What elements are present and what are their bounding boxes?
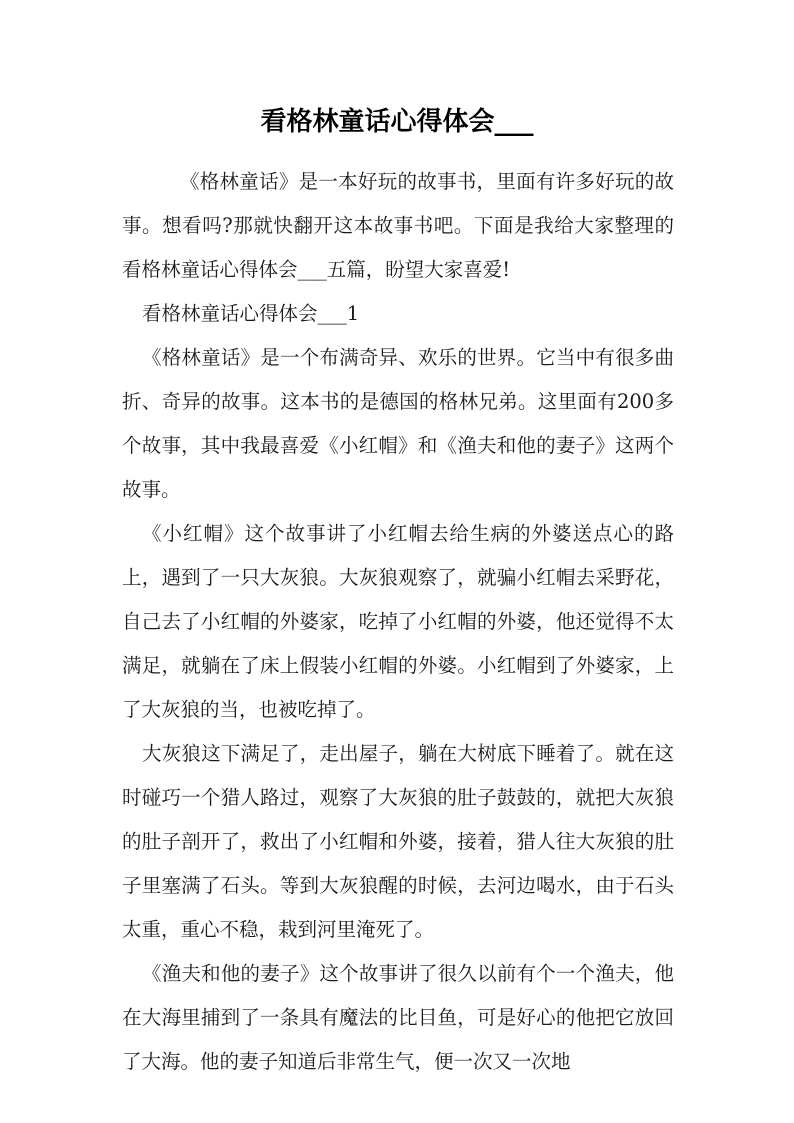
body-paragraph: 《渔夫和他的妻子》这个故事讲了很久以前有个一个渔夫，他在大海里捕到了一条具有魔法的比目鱼，可是好心的他把它放回了大海。他的妻子知道后非常生气，便一次又一次地 [122,962,674,1073]
intro-paragraph: 《格林童话》是一本好玩的故事书，里面有许多好玩的故事。想看吗?那就快翻开这本故事书吧。下面是我给大家整理的看格林童话心得体会___五篇，盼望大家喜爱! [122,170,674,281]
section-heading: 看格林童话心得体会___1 [142,302,360,325]
body-paragraph: 《格林童话》是一个布满奇异、欢乐的世界。它当中有很多曲折、奇异的故事。这本书的是德国的格林兄弟。这里面有200多个故事，其中我最喜爱《小红帽》和《渔夫和他的妻子》这两个故事。 [122,346,674,501]
page-title: 看格林童话心得体会___ [260,107,534,137]
document-body [122,160,674,1084]
body-paragraph: 大灰狼这下满足了，走出屋子，躺在大树底下睡着了。就在这时碰巧一个猎人路过，观察了大灰狼的肚子鼓鼓的，就把大灰狼的肚子剖开了，救出了小红帽和外婆，接着，猎人往大灰狼的肚子里塞满了石头。等到大灰狼醒的时候，去河边喝水，由于石头太重，重心不稳，栽到河里淹死了。 [122,742,674,941]
body-paragraph: 《小红帽》这个故事讲了小红帽去给生病的外婆送点心的路上，遇到了一只大灰狼。大灰狼观察了，就骗小红帽去采野花，自己去了小红帽的外婆家，吃掉了小红帽的外婆，他还觉得不太满足，就躺在了床上假装小红帽的外婆。小红帽到了外婆家，上了大灰狼的当，也被吃掉了。 [122,522,674,721]
